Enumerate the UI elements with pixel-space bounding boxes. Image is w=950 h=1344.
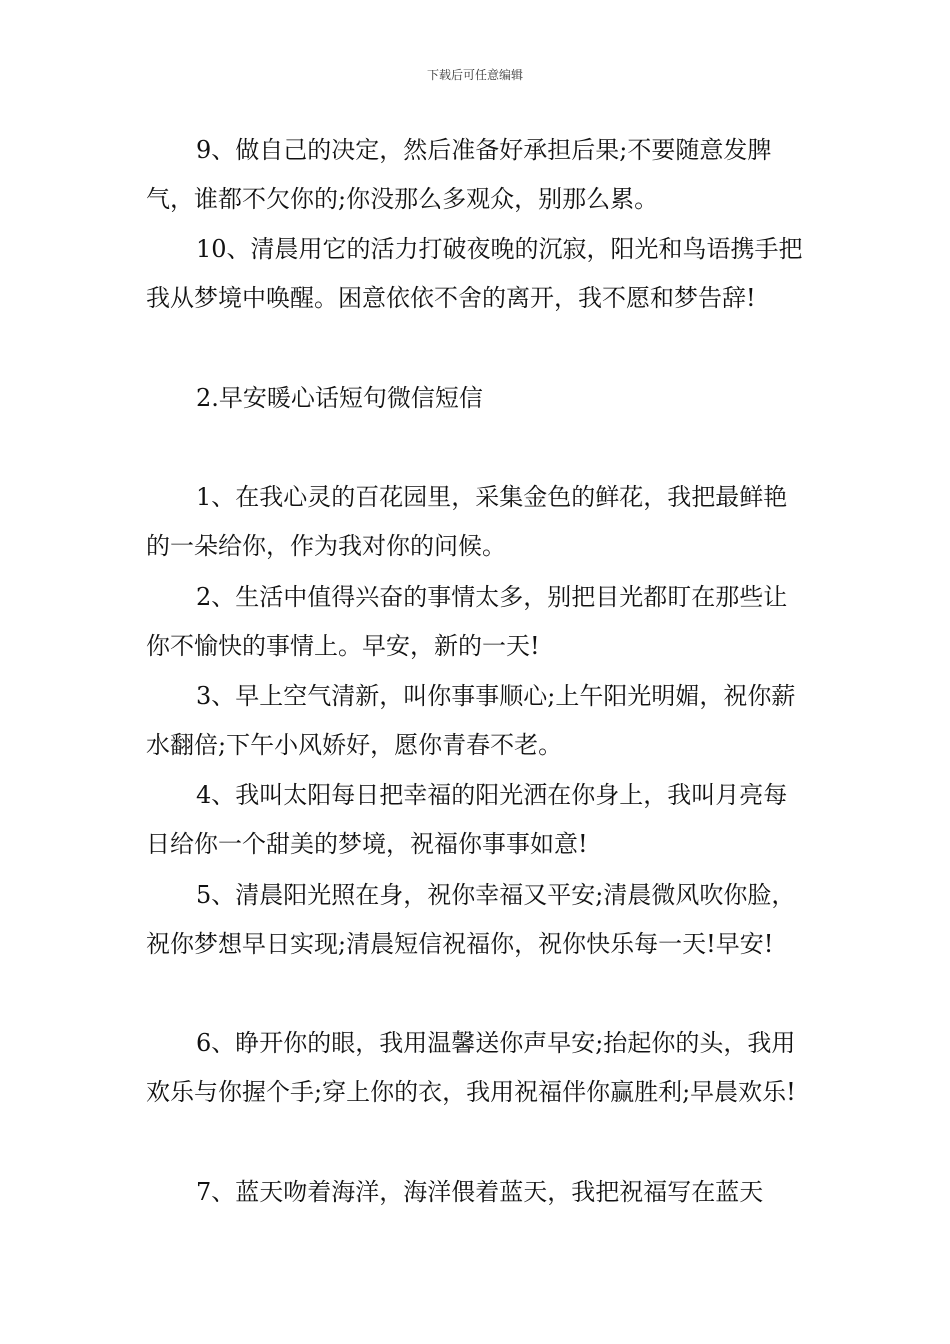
paragraph-item-7: 7、蓝天吻着海洋，海洋偎着蓝天，我把祝福写在蓝天	[196, 1178, 764, 1206]
paragraph-item-10: 10、清晨用它的活力打破夜晚的沉寂，阳光和鸟语携手把我从梦境中唤醒。困意依依不舍的离开，我不愿和梦告辞!	[146, 235, 803, 312]
paragraph-item-6: 6、睁开你的眼，我用温馨送你声早安;抬起你的头，我用欢乐与你握个手;穿上你的衣，我用祝福伴你赢胜利;早晨欢乐!	[146, 1029, 796, 1106]
page-header-note: 下载后可任意编辑	[426, 68, 523, 82]
paragraph-item-4: 4、我叫太阳每日把幸福的阳光洒在你身上，我叫月亮每日给你一个甜美的梦境，祝福你事事如意!	[146, 781, 788, 858]
paragraph-item-2: 2、生活中值得兴奋的事情太多，别把目光都盯在那些让你不愉快的事情上。早安，新的一天!	[146, 583, 788, 660]
paragraph-item-5: 5、清晨阳光照在身，祝你幸福又平安;清晨微风吹你脸，祝你梦想早日实现;清晨短信祝福你，祝你快乐每一天!早安!	[146, 881, 796, 958]
paragraph-item-9: 9、做自己的决定，然后准备好承担后果;不要随意发脾气，谁都不欠你的;你没那么多观众，别那么累。	[146, 136, 772, 213]
paragraph-item-1: 1、在我心灵的百花园里，采集金色的鲜花，我把最鲜艳的一朵给你，作为我对你的问候。	[146, 483, 788, 560]
paragraph-item-3: 3、早上空气清新，叫你事事顺心;上午阳光明媚，祝你薪水翻倍;下午小风娇好，愿你青春不老。	[146, 682, 796, 759]
section-heading: 2.早安暖心话短句微信短信	[196, 384, 483, 412]
